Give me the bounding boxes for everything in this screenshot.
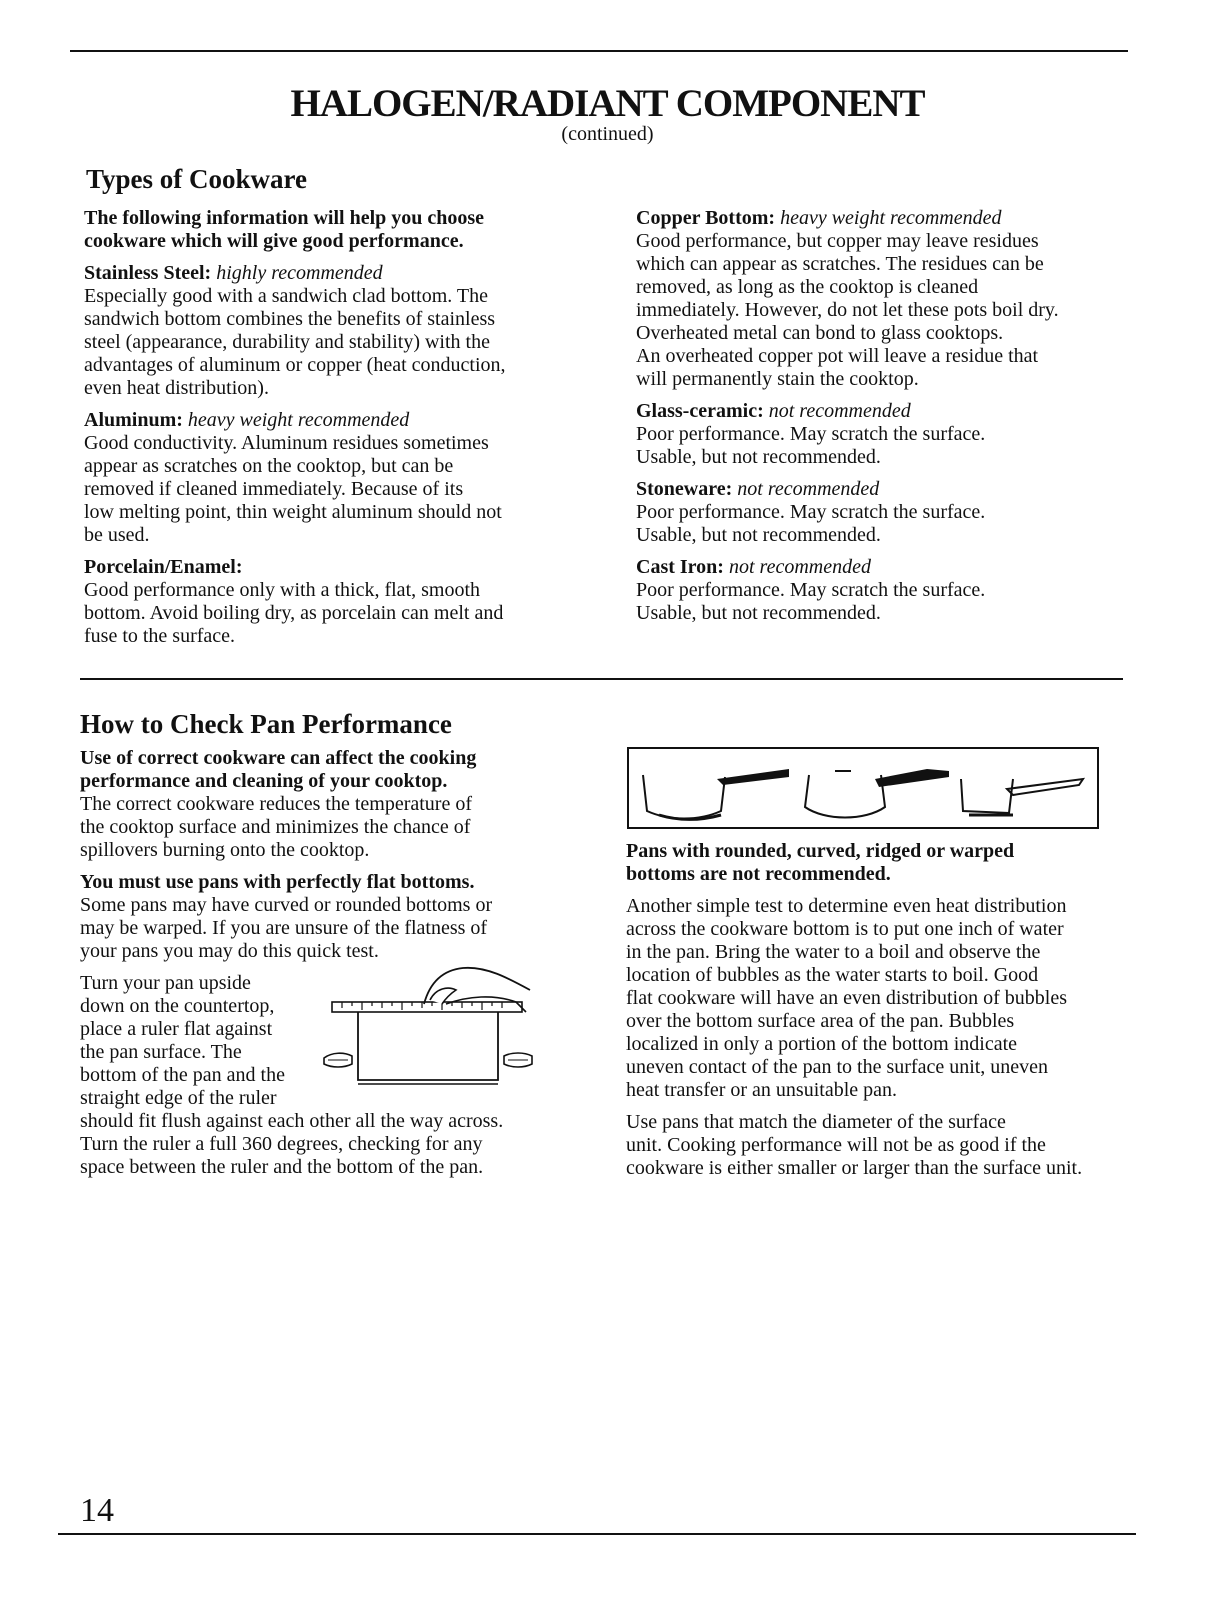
entry-porcelain xyxy=(84,556,584,648)
warped-pans-caption xyxy=(626,840,1106,886)
entry-line: Poor performance. May scratch the surface. xyxy=(636,423,986,445)
entry-line: Usable, but not recommended. xyxy=(636,602,881,624)
cookware-heading: Types of Cookware xyxy=(86,164,307,194)
body-line: down on the countertop, xyxy=(80,995,275,1017)
body-line: may be warped. If you are unsure of the flatness of xyxy=(80,917,488,939)
entry-line: Usable, but not recommended. xyxy=(636,446,881,468)
entry-term: Copper Bottom: xyxy=(636,207,776,229)
body-line: place a ruler flat against xyxy=(80,1018,273,1040)
entry-note: not recommended xyxy=(768,400,911,422)
body-line: the cooktop surface and minimizes the chance of xyxy=(80,816,471,838)
cookware-right-column xyxy=(636,207,1136,634)
body-line: unit. Cooking performance will not be as good if the xyxy=(626,1134,1046,1156)
body-line: Some pans may have curved or rounded bottoms or xyxy=(80,894,493,916)
bottom-rule xyxy=(58,1533,1136,1535)
entry-line: removed if cleaned immediately. Because of its xyxy=(84,478,464,500)
body-line: in the pan. Bring the water to a boil and observe the xyxy=(626,941,1041,963)
cookware-left-column xyxy=(84,207,584,657)
entry-term: Porcelain/Enamel: xyxy=(84,556,243,578)
page-subtitle: (continued) xyxy=(561,123,654,145)
entry-line: sandwich bottom combines the benefits of stainless xyxy=(84,308,496,330)
entry-line: Good performance, but copper may leave residues xyxy=(636,230,1039,252)
entry-copper xyxy=(636,207,1136,391)
body-line: over the bottom surface area of the pan. Bubbles xyxy=(626,1010,1015,1032)
pan-check-p4 xyxy=(626,895,1126,1102)
body-line: spillovers burning onto the cooktop. xyxy=(80,839,370,861)
lead-line: Use of correct cookware can affect the cooking xyxy=(80,747,477,769)
entry-line: Poor performance. May scratch the surface. xyxy=(636,579,986,601)
entry-stainless xyxy=(84,262,584,400)
entry-note: heavy weight recommended xyxy=(187,409,410,431)
body-line: across the cookware bottom is to put one inch of water xyxy=(626,918,1064,940)
entry-term: Stainless Steel: xyxy=(84,262,212,284)
entry-term: Aluminum: xyxy=(84,409,183,431)
body-line: The correct cookware reduces the temperature of xyxy=(80,793,473,815)
body-line: flat cookware will have an even distribution of bubbles xyxy=(626,987,1067,1009)
caption-line: Pans with rounded, curved, ridged or warped xyxy=(626,840,1015,862)
cookware-intro: The following information will help you choose cookware which will give good performance. xyxy=(84,207,485,252)
body-line: the pan surface. The xyxy=(80,1041,242,1063)
entry-aluminum xyxy=(84,409,584,547)
lead-line: performance and cleaning of your cooktop. xyxy=(80,770,448,792)
body-line: uneven contact of the pan to the surface unit, uneven xyxy=(626,1056,1049,1078)
body-line: heat transfer or an unsuitable pan. xyxy=(626,1079,898,1101)
entry-line: Poor performance. May scratch the surface. xyxy=(636,501,986,523)
entry-line: An overheated copper pot will leave a residue that xyxy=(636,345,1039,367)
pan-check-p1 xyxy=(80,747,580,862)
ruler-test-illustration xyxy=(318,964,548,1096)
entry-line: Usable, but not recommended. xyxy=(636,524,881,546)
pan-check-heading: How to Check Pan Performance xyxy=(80,709,452,739)
warped-pans-illustration xyxy=(627,747,1099,829)
body-line: Turn your pan upside xyxy=(80,972,251,994)
entry-line: fuse to the surface. xyxy=(84,625,236,647)
entry-term: Cast Iron: xyxy=(636,556,724,578)
body-line: localized in only a portion of the bottom indicate xyxy=(626,1033,1018,1055)
entry-cast-iron xyxy=(636,556,1136,625)
top-rule xyxy=(70,50,1128,52)
page-title: HALOGEN/RADIANT COMPONENT xyxy=(290,82,925,125)
entry-term: Glass-ceramic: xyxy=(636,400,764,422)
entry-note: not recommended xyxy=(728,556,871,578)
entry-line: Overheated metal can bond to glass cooktops. xyxy=(636,322,1004,344)
body-line: space between the ruler and the bottom of the pan. xyxy=(80,1156,484,1178)
body-line: straight edge of the ruler xyxy=(80,1087,277,1109)
entry-line: removed, as long as the cooktop is cleaned xyxy=(636,276,979,298)
entry-line: even heat distribution). xyxy=(84,377,269,399)
entry-line: steel (appearance, durability and stability) with the xyxy=(84,331,490,353)
entry-line: bottom. Avoid boiling dry, as porcelain can melt and xyxy=(84,602,504,624)
entry-line: Good performance only with a thick, flat, smooth xyxy=(84,579,481,601)
entry-line: be used. xyxy=(84,524,150,546)
entry-term: Stoneware: xyxy=(636,478,733,500)
body-line: location of bubbles as the water starts to boil. Good xyxy=(626,964,1039,986)
body-line: Use pans that match the diameter of the surface xyxy=(626,1111,1006,1133)
lead-line: You must use pans with perfectly flat bottoms. xyxy=(80,871,475,893)
caption-line: bottoms are not recommended. xyxy=(626,863,891,885)
pan-check-right-column xyxy=(626,895,1126,1189)
body-line: Turn the ruler a full 360 degrees, checking for any xyxy=(80,1133,483,1155)
entry-line: advantages of aluminum or copper (heat conduction, xyxy=(84,354,506,376)
entry-note: highly recommended xyxy=(216,262,383,284)
pan-check-p2 xyxy=(80,871,580,963)
body-line: should fit flush against each other all the way across. xyxy=(80,1110,504,1132)
body-line: your pans you may do this quick test. xyxy=(80,940,379,962)
body-line: Another simple test to determine even heat distribution xyxy=(626,895,1067,917)
entry-note: not recommended xyxy=(737,478,880,500)
entry-line: appear as scratches on the cooktop, but can be xyxy=(84,455,454,477)
entry-line: will permanently stain the cooktop. xyxy=(636,368,919,390)
entry-glass-ceramic xyxy=(636,400,1136,469)
section-divider xyxy=(80,678,1123,680)
entry-line: which can appear as scratches. The residues can be xyxy=(636,253,1044,275)
entry-note: heavy weight recommended xyxy=(780,207,1002,229)
entry-line: Especially good with a sandwich clad bottom. The xyxy=(84,285,488,307)
entry-line: low melting point, thin weight aluminum should not xyxy=(84,501,502,523)
pan-check-p5 xyxy=(626,1111,1126,1180)
body-line: cookware is either smaller or larger than the surface unit. xyxy=(626,1157,1083,1179)
entry-line: immediately. However, do not let these pots boil dry. xyxy=(636,299,1059,321)
entry-line: Good conductivity. Aluminum residues sometimes xyxy=(84,432,489,454)
page-number: 14 xyxy=(80,1492,114,1529)
entry-stoneware xyxy=(636,478,1136,547)
body-line: bottom of the pan and the xyxy=(80,1064,285,1086)
